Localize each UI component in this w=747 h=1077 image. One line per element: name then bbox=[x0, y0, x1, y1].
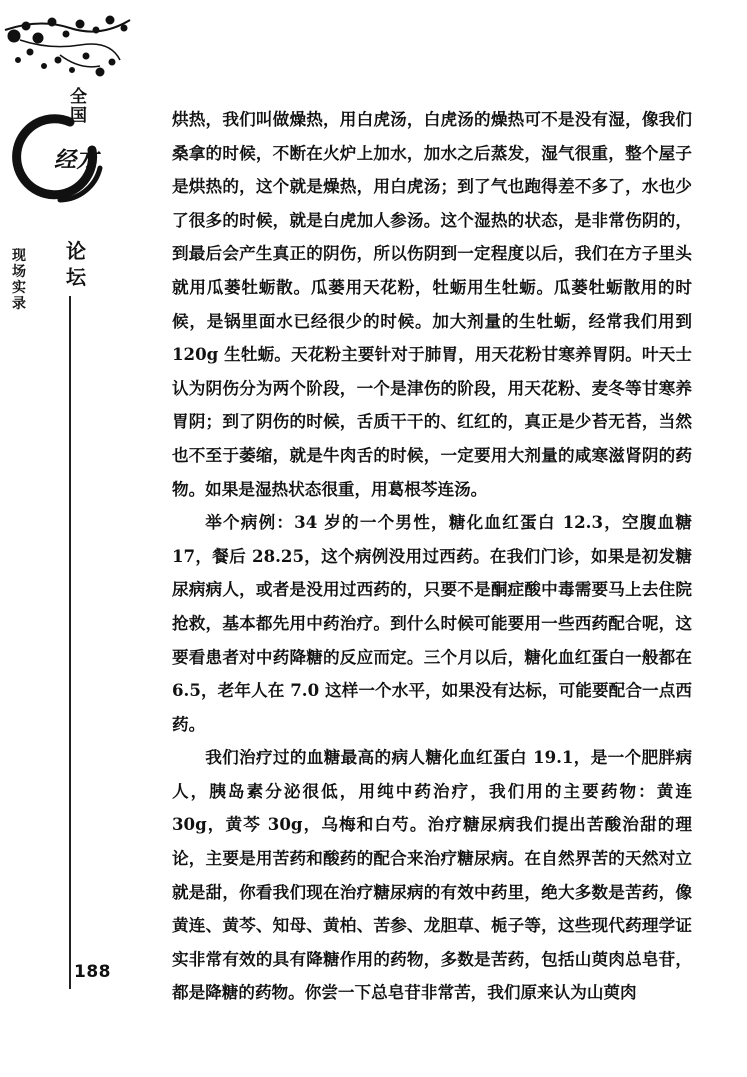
page-number: 188 bbox=[74, 962, 111, 982]
main-text bbox=[172, 103, 692, 1010]
series-title-jingfang: 经方 bbox=[53, 147, 98, 173]
margin-rule bbox=[69, 296, 71, 989]
paragraph-2: 举个病例：34 岁的一个男性，糖化血红蛋白 12.3，空腹血糖 17，餐后 28.25，这个病例没用过西药。在我们门诊，如果是初发糖尿病病人，或者是没用过西药的，只要不是酮症酸中毒需要马上去住院抢救，基本都先用中药治疗。到什么时候可能要用一些西药配合呢，这要看患者对中药降糖的反应而定。三个月以后，糖化血红蛋白一般都在 6.5，老年人在 7.0 这样一个水平，如果没有达标，可能要配合一点西药。 bbox=[172, 512, 692, 734]
side-label-xianchang-shilu: 现场实录 bbox=[12, 248, 26, 312]
series-title-luntan: 论坛 bbox=[66, 239, 86, 289]
paragraph-3: 我们治疗过的血糖最高的病人糖化血红蛋白 19.1，是一个肥胖病人，胰岛素分泌很低，用纯中药治疗，我们用的主要药物：黄连 30g，黄芩 30g，乌梅和白芍。治疗糖尿病我们提出苦酸治甜的理论，主要是用苦药和酸药的配合来治疗糖尿病。在自然界苦的天然对立就是甜，你看我们现在治疗糖尿病的有效中药里，绝大多数是苦药，像黄连、黄芩、知母、黄柏、苦参、龙胆草、栀子等，这些现代药理学证实非常有效的具有降糖作用的药物，多数是苦药，包括山萸肉总皂苷，都是降糖的药物。你尝一下总皂苷非常苦，我们原来认为山萸肉 bbox=[172, 747, 692, 1003]
series-title-quanguo: 全国 bbox=[70, 87, 87, 126]
paragraph-1: 烘热，我们叫做燥热，用白虎汤，白虎汤的燥热可不是没有湿，像我们桑拿的时候，不断在火炉上加水，加水之后蒸发，湿气很重，整个屋子是烘热的，这个就是燥热，用白虎汤；到了气也跑得差不多了，水也少了很多的时候，就是白虎加人参汤。这个湿热的状态，是非常伤阴的，到最后会产生真正的阴伤，所以伤阴到一定程度以后，我们在方子里头就用瓜蒌牡蛎散。瓜蒌用天花粉，牡蛎用生牡蛎。瓜蒌牡蛎散用的时候，是锅里面水已经很少的时候。加大剂量的生牡蛎，经常我们用到 120g 生牡蛎。天花粉主要针对于肺胃，用天花粉甘寒养胃阴。叶天士认为阴伤分为两个阶段，一个是津伤的阶段，用天花粉、麦冬等甘寒养胃阴；到了阴伤的时候，舌质干干的、红红的，真正是少苔无苔，当然也不至于萎缩，就是牛肉舌的时候，一定要用大剂量的咸寒滋肾阴的药物。如果是湿热状态很重，用葛根芩连汤。 bbox=[172, 109, 692, 499]
